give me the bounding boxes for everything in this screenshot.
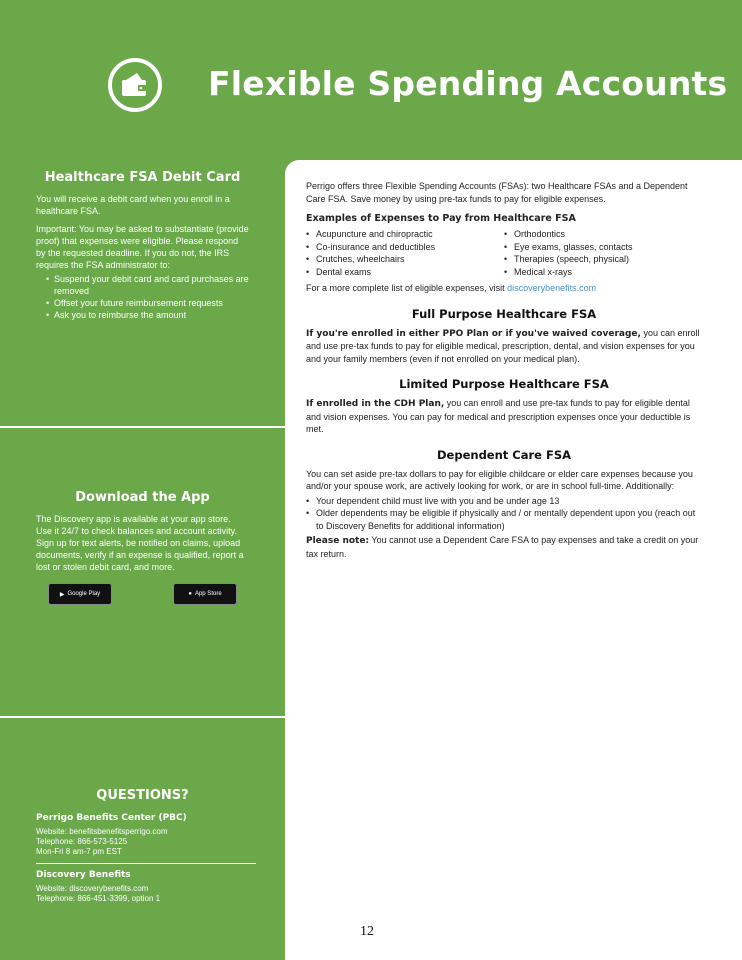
page-number: 12	[360, 924, 374, 939]
examples-heading: Examples of Expenses to Pay from Healthcare FSA	[306, 213, 576, 224]
debit-card-section	[0, 170, 285, 321]
dependent-care-list	[306, 495, 702, 533]
note-lead: Please note:	[306, 536, 370, 546]
app-store-button[interactable]	[173, 583, 237, 605]
apple-icon: ●	[188, 591, 192, 597]
pbc-title: Perrigo Benefits Center (PBC)	[36, 813, 187, 823]
questions-divider	[36, 863, 256, 864]
app-text: The Discovery app is available at your app store. Use it 24/7 to check balances and account activity. Sign up for text alerts, be notified on claims, upload documents, verify if an expense is qualified, report a lost or stolen debit card, and more.	[36, 514, 244, 572]
debit-card-intro: You will receive a debit card when you enroll in a healthcare FSA.	[36, 194, 230, 216]
list-item: • Eye exams, glasses, contacts	[504, 241, 702, 254]
list-item: • Suspend your debit card and card purchases are removed	[46, 273, 249, 297]
questions-heading: QUESTIONS?	[96, 788, 189, 803]
list-item: • Crutches, wheelchairs	[306, 253, 504, 266]
list-item: • Medical x-rays	[504, 266, 702, 279]
more-info-text: For a more complete list of eligible expenses, visit	[306, 283, 505, 293]
limited-purpose-lead: If enrolled in the CDH Plan,	[306, 399, 445, 409]
debit-card-list	[36, 273, 249, 321]
discovery-title: Discovery Benefits	[36, 870, 131, 880]
list-item: • Ask you to reimburse the amount	[46, 309, 249, 321]
list-item: • Therapies (speech, physical)	[504, 253, 702, 266]
page-title: Flexible Spending Accounts	[208, 64, 728, 103]
pbc-phone: Telephone: 866-573-5125	[36, 837, 128, 846]
content-panel	[285, 160, 742, 960]
discovery-link[interactable]: discoverybenefits.com	[507, 283, 597, 293]
more-info	[306, 282, 702, 295]
dependent-care-heading: Dependent Care FSA	[437, 447, 571, 462]
full-purpose-heading: Full Purpose Healthcare FSA	[411, 306, 597, 321]
full-purpose-lead: If you're enrolled in either PPO Plan or if you've waived coverage,	[306, 328, 641, 339]
google-play-label: Google Play	[67, 591, 101, 597]
app-store-label: App Store	[194, 591, 222, 597]
app-heading: Download the App	[75, 490, 210, 505]
discovery-phone: Telephone: 866-451-3399, option 1	[36, 894, 161, 903]
questions-section	[0, 788, 285, 904]
list-item: • Orthodontics	[504, 228, 702, 241]
limited-purpose-text	[306, 397, 702, 436]
list-item: • Your dependent child must live with you and be under age 13	[306, 495, 702, 508]
intro-text: Perrigo offers three Flexible Spending Accounts (FSAs): two Healthcare FSAs and a Dependent Care FSA. Save money by using pre-tax funds to pay for eligible expenses.	[306, 181, 688, 204]
list-item: • Older dependents may be eligible if physically and / or mentally dependent upon you (reach out to Discovery Benefits for additional information)	[306, 507, 702, 532]
full-purpose-text	[306, 327, 702, 366]
list-item: • Acupuncture and chiropractic	[306, 228, 504, 241]
examples-col1	[306, 228, 504, 278]
play-icon: ▶	[59, 591, 65, 598]
debit-card-heading: Healthcare FSA Debit Card	[44, 170, 241, 185]
list-item: • Dental exams	[306, 266, 504, 279]
list-item: • Co-insurance and deductibles	[306, 241, 504, 254]
dependent-care-note	[306, 534, 702, 560]
debit-card-important: Important: You may be asked to substantiate (provide proof) that expenses were eligible. Please respond by the requested deadline. If you do not, the IRS requires the FSA administrator to:	[36, 224, 249, 270]
pbc-website[interactable]: Website: benefitsbenefitsperrigo.com	[36, 827, 168, 836]
google-play-button[interactable]	[48, 583, 112, 605]
discovery-website[interactable]: Website: discoverybenefits.com	[36, 884, 149, 893]
store-badges	[36, 583, 249, 605]
content-inner	[306, 180, 702, 560]
full-purpose-body: you can enroll and use pre-tax funds to pay for eligible medical, prescription, dental, and vision expenses for you and your family members (even if not enrolled on your medical plan).	[306, 327, 700, 364]
examples-col2	[504, 228, 702, 278]
pbc-hours: Mon-Fri 8 am-7 pm EST	[36, 847, 122, 856]
list-item: • Offset your future reimbursement requests	[46, 297, 249, 309]
examples-list	[306, 228, 702, 278]
section-divider	[0, 426, 285, 428]
note-body: You cannot use a Dependent Care FSA to pay expenses and take a credit on your tax return.	[306, 535, 699, 559]
limited-purpose-heading: Limited Purpose Healthcare FSA	[399, 377, 609, 391]
app-section	[0, 490, 285, 605]
section-divider	[0, 716, 285, 718]
dependent-care-text: You can set aside pre-tax dollars to pay for eligible childcare or elder care expenses because you and/or your spouse work, are actively looking for work, or are in school full-time. Additionally:	[306, 468, 693, 491]
wallet-icon	[108, 58, 162, 112]
limited-purpose-body: you can enroll and use pre-tax funds to pay for eligible dental and vision expenses. You can pay for medical and prescription expenses once your deductible is met.	[306, 398, 691, 434]
